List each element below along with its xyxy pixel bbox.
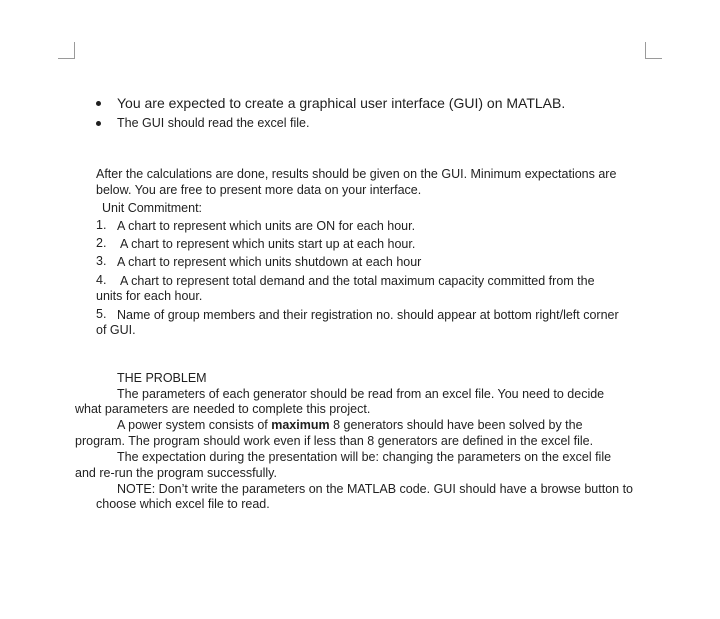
problem-paragraph-line: NOTE: Don’t write the parameters on the MATLAB code. GUI should have a browse button to bbox=[117, 482, 633, 496]
list-item: A chart to represent which units shutdown at each hour bbox=[117, 255, 422, 269]
problem-paragraph-line: The expectation during the presentation will be: changing the parameters on the excel file bbox=[117, 450, 612, 464]
problem-paragraph-line: what parameters are needed to complete this project. bbox=[75, 402, 371, 416]
problem-paragraph-line: program. The program should work even if less than 8 generators are defined in the excel file. bbox=[75, 434, 594, 448]
problem-paragraph-line: choose which excel file to read. bbox=[96, 497, 270, 511]
list-item-continuation: of GUI. bbox=[96, 323, 136, 337]
list-number: 4. bbox=[96, 273, 107, 287]
problem-heading: THE PROBLEM bbox=[117, 371, 207, 385]
list-number: 1. bbox=[96, 218, 107, 232]
list-item: Name of group members and their registration no. should appear at bottom right/left corner bbox=[117, 308, 619, 322]
intro-line: After the calculations are done, results should be given on the GUI. Minimum expectations are bbox=[96, 167, 617, 181]
list-item: A chart to represent which units start up at each hour. bbox=[120, 237, 416, 251]
bullet-item: You are expected to create a graphical user interface (GUI) on MATLAB. bbox=[117, 95, 566, 111]
intro-line: below. You are free to present more data on your interface. bbox=[96, 183, 422, 197]
problem-paragraph-line: The parameters of each generator should be read from an excel file. You need to decide bbox=[117, 387, 605, 401]
unit-commitment-heading: Unit Commitment: bbox=[102, 201, 203, 215]
list-number: 2. bbox=[96, 236, 107, 250]
page-corner-mark-right bbox=[645, 42, 662, 59]
list-item: A chart to represent total demand and the total maximum capacity committed from the bbox=[120, 274, 595, 288]
bullet-icon bbox=[96, 121, 101, 126]
list-item: A chart to represent which units are ON for each hour. bbox=[117, 219, 416, 233]
list-number: 3. bbox=[96, 254, 107, 268]
page-corner-mark-left bbox=[58, 42, 75, 59]
bullet-item: The GUI should read the excel file. bbox=[117, 116, 310, 130]
problem-paragraph-line: and re-run the program successfully. bbox=[75, 466, 277, 480]
list-number: 5. bbox=[96, 307, 107, 321]
emphasis-text: maximum bbox=[271, 418, 330, 432]
list-item-continuation: units for each hour. bbox=[96, 289, 203, 303]
bullet-icon bbox=[96, 101, 101, 106]
problem-paragraph-line: A power system consists of maximum 8 generators should have been solved by the bbox=[117, 418, 583, 432]
